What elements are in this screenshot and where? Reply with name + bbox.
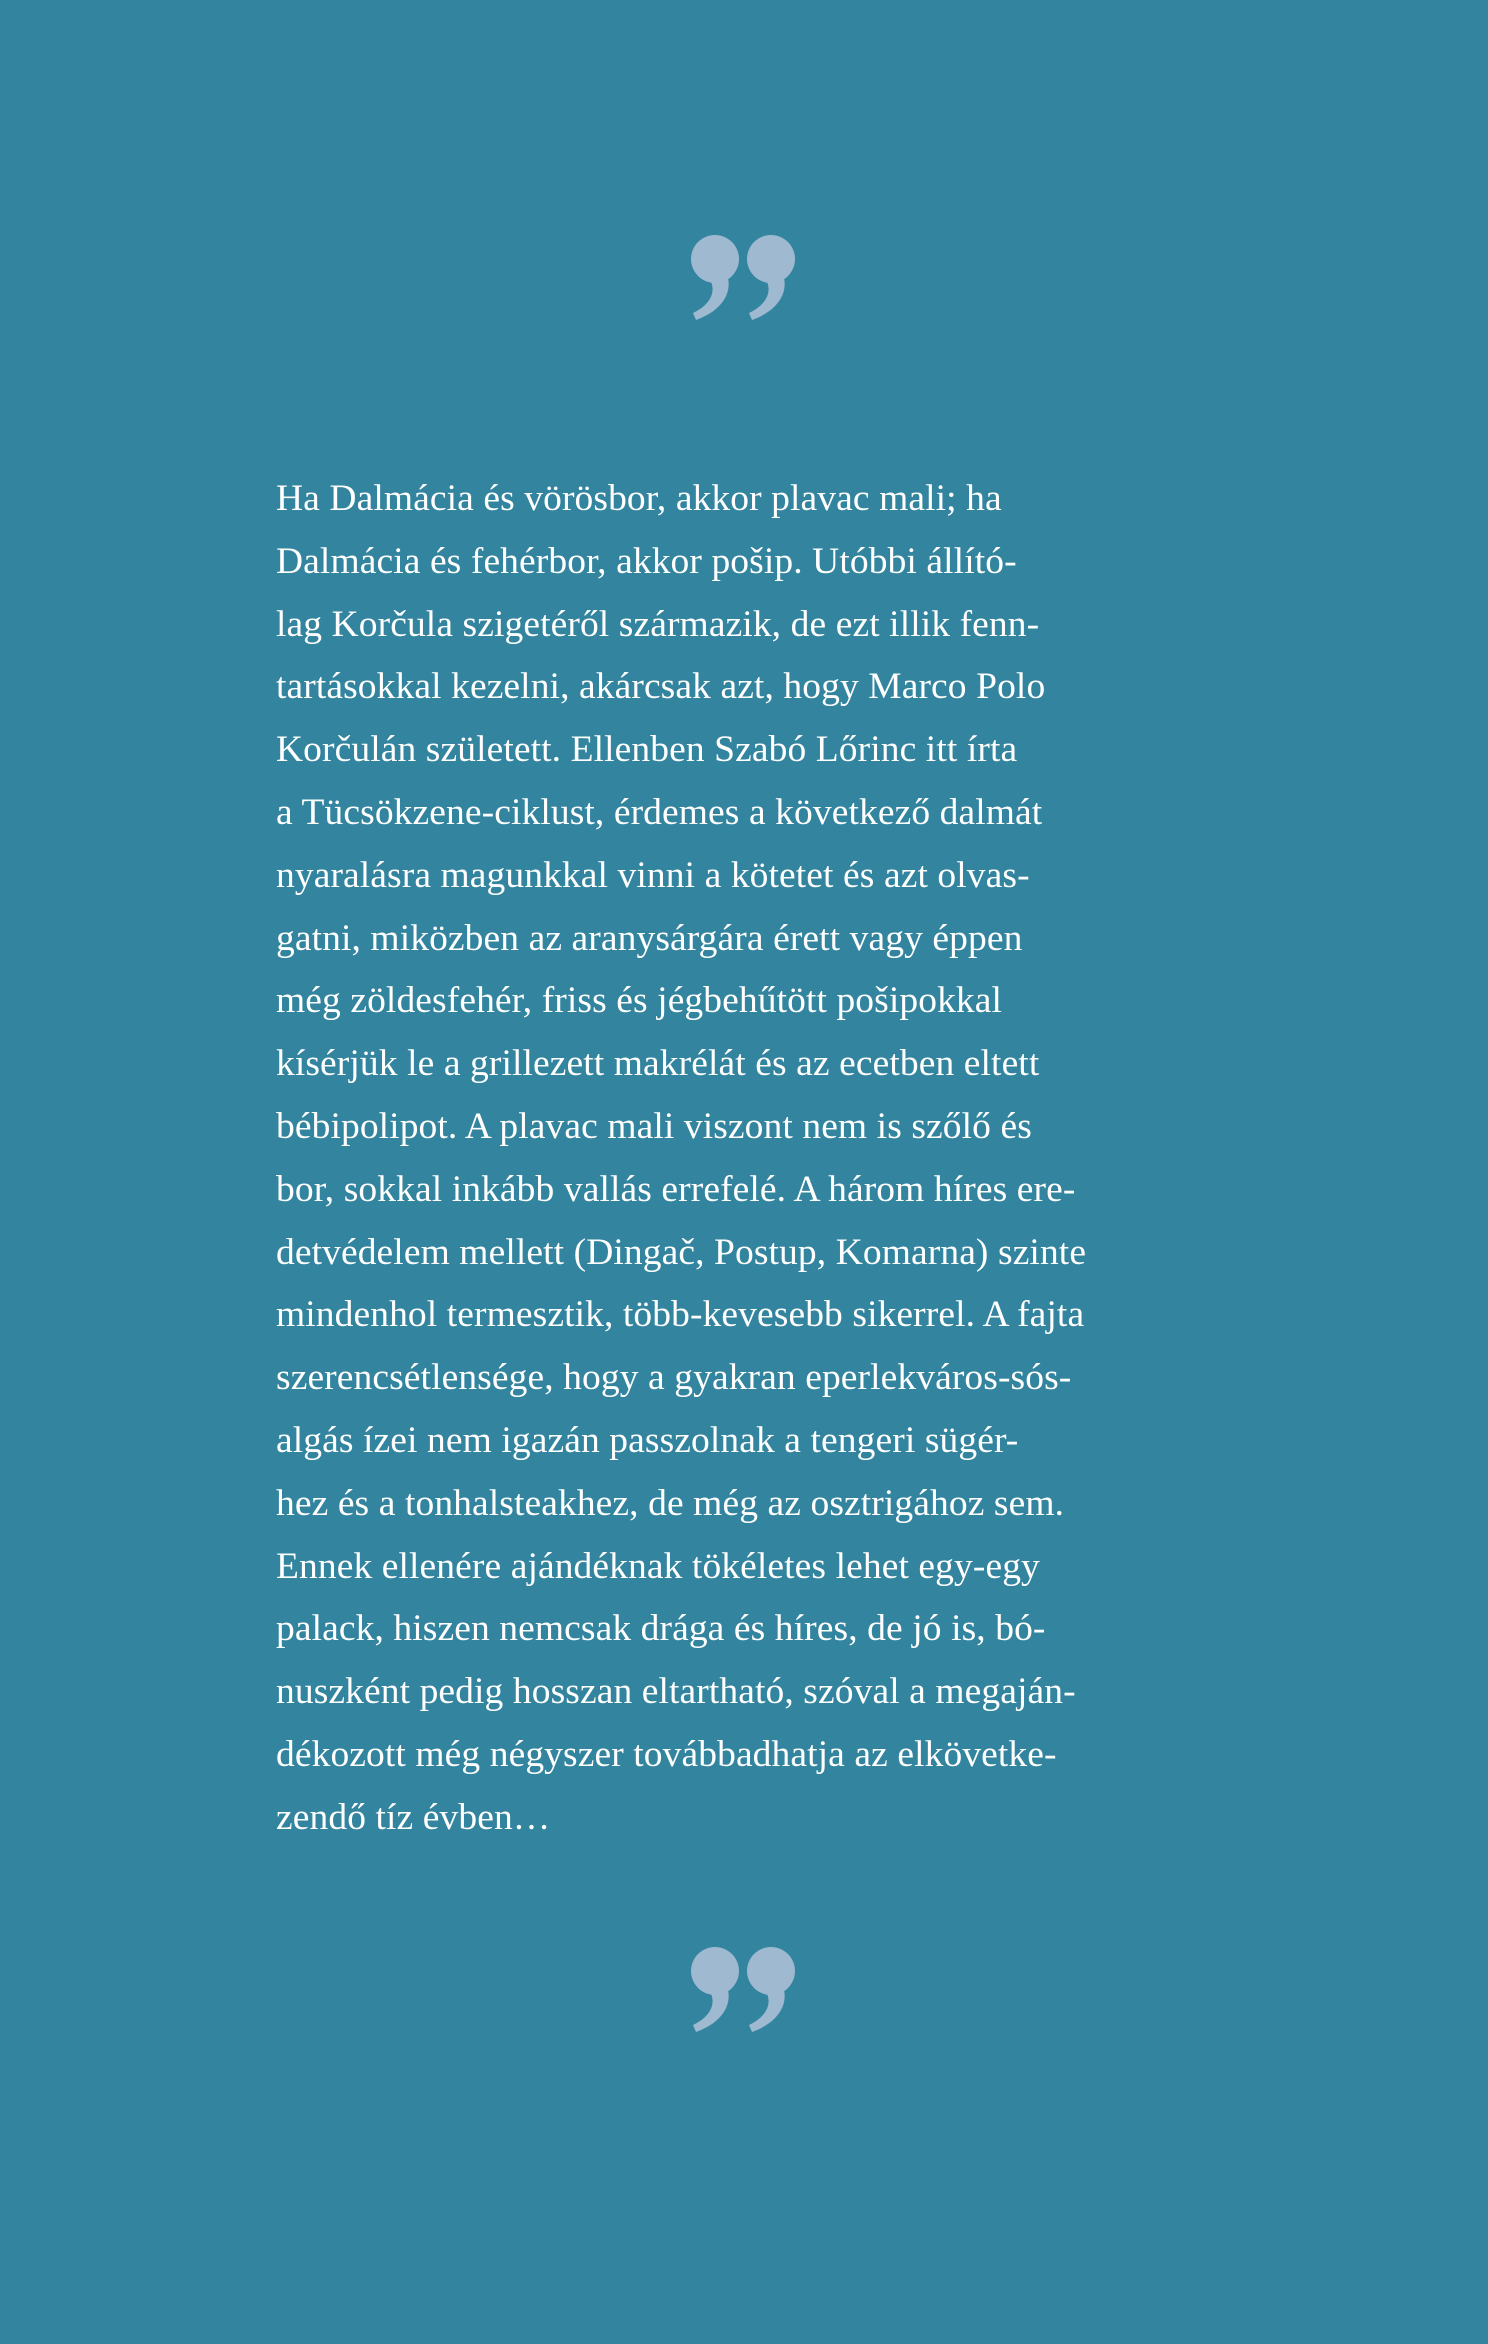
quote-text bbox=[276, 468, 1236, 1850]
text-line: gatni, miközben az aranysárgára érett vagy éppen bbox=[276, 917, 1023, 959]
text-line: kísérjük le a grillezett makrélát és az ecetben eltett bbox=[276, 1043, 1040, 1085]
text-line: hez és a tonhalsteakhez, de még az osztrigához sem. bbox=[276, 1482, 1065, 1524]
text-line: detvédelem mellett (Dingač, Postup, Komarna) szinte bbox=[276, 1231, 1087, 1273]
text-line: dékozott még négyszer továbbadhatja az elkövetke- bbox=[276, 1733, 1057, 1775]
text-line: nyaralásra magunkkal vinni a kötetet és azt olvas- bbox=[276, 854, 1030, 896]
text-line: lag Korčula szigetéről származik, de ezt illik fenn- bbox=[276, 603, 1040, 645]
text-line: Ennek ellenére ajándéknak tökéletes lehet egy-egy bbox=[276, 1545, 1040, 1587]
text-line: Ha Dalmácia és vörösbor, akkor plavac mali; ha bbox=[276, 478, 1002, 519]
closing-quotation-mark-icon bbox=[688, 1944, 800, 2034]
text-line: zendő tíz évben… bbox=[276, 1796, 551, 1838]
text-line: szerencsétlensége, hogy a gyakran eperlekváros-sós- bbox=[276, 1357, 1072, 1399]
quote-mark-top bbox=[0, 232, 1488, 322]
quote-mark-bottom bbox=[0, 1944, 1488, 2034]
text-line: tartásokkal kezelni, akárcsak azt, hogy Marco Polo bbox=[276, 666, 1046, 708]
closing-quotation-mark-icon bbox=[688, 232, 800, 322]
text-line: mindenhol termesztik, több-kevesebb sikerrel. A fajta bbox=[276, 1294, 1085, 1336]
text-line: Dalmácia és fehérbor, akkor pošip. Utóbbi állító- bbox=[276, 540, 1017, 582]
text-line: Korčulán született. Ellenben Szabó Lőrinc itt írta bbox=[276, 729, 1018, 771]
text-line: palack, hiszen nemcsak drága és híres, de jó is, bó- bbox=[276, 1608, 1046, 1650]
text-line: bébipolipot. A plavac mali viszont nem is szőlő és bbox=[276, 1105, 1032, 1147]
text-line: nuszként pedig hosszan eltartható, szóval a megaján- bbox=[276, 1671, 1076, 1713]
text-line: a Tücsökzene-ciklust, érdemes a következő dalmát bbox=[276, 791, 1043, 833]
text-line: bor, sokkal inkább vallás errefelé. A három híres ere- bbox=[276, 1168, 1076, 1210]
text-line: algás ízei nem igazán passzolnak a tengeri sügér- bbox=[276, 1419, 1019, 1461]
text-line: még zöldesfehér, friss és jégbehűtött pošipokkal bbox=[276, 980, 1003, 1022]
